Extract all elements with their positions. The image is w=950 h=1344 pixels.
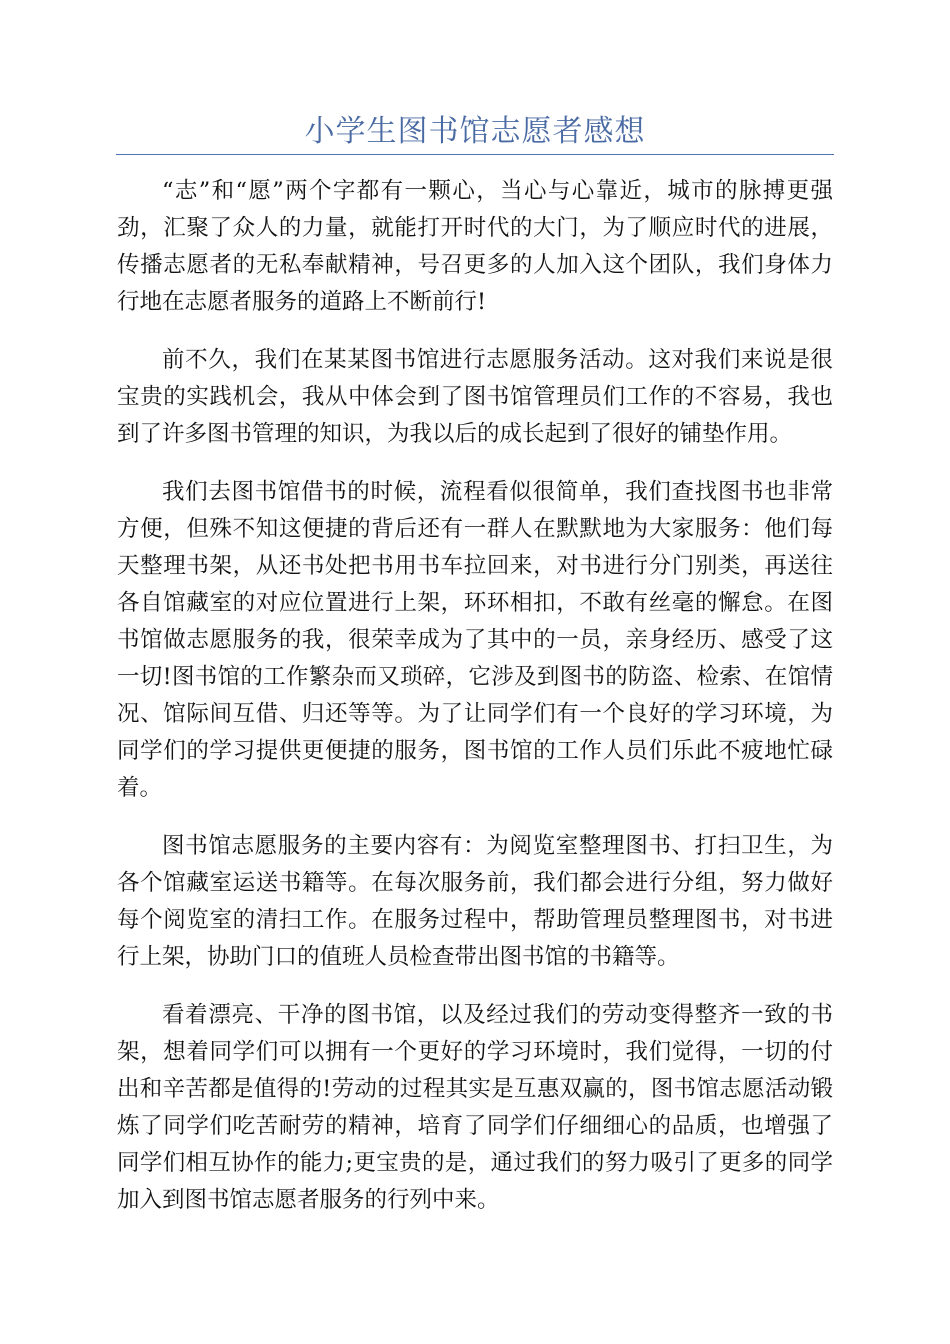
paragraph-5: 看着漂亮、干净的图书馆，以及经过我们的劳动变得整齐一致的书架，想着同学们可以拥有一个更好的学习环境时，我们觉得，一切的付出和辛苦都是值得的!劳动的过程其实是互惠双赢的，图书馆志愿活动锻炼了同学们吃苦耐劳的精神，培育了同学们仔细细心的品质，也增强了同学们相互协作的能力;更宝贵的是，通过我们的努力吸引了更多的同学加入到图书馆志愿者服务的行列中来。 [117, 1002, 833, 1213]
paragraph-1: “志”和“愿”两个字都有一颗心，当心与心靠近，城市的脉搏更强劲，汇聚了众人的力量，就能打开时代的大门，为了顺应时代的进展，传播志愿者的无私奉献精神，号召更多的人加入这个团队，我们身体力行地在志愿者服务的道路上不断前行! [117, 178, 833, 315]
document-title: 小学生图书馆志愿者感想 [304, 114, 646, 149]
paragraph-4: 图书馆志愿服务的主要内容有：为阅览室整理图书、打扫卫生，为各个馆藏室运送书籍等。在每次服务前，我们都会进行分组，努力做好每个阅览室的清扫工作。在服务过程中，帮助管理员整理图书，对书进行上架，协助门口的值班人员检查带出图书馆的书籍等。 [117, 833, 833, 970]
paragraph-3: 我们去图书馆借书的时候，流程看似很简单，我们查找图书也非常方便，但殊不知这便捷的背后还有一群人在默默地为大家服务：他们每天整理书架，从还书处把书用书车拉回来，对书进行分门别类，再送往各自馆藏室的对应位置进行上架，环环相扣，不敢有丝毫的懈怠。在图书馆做志愿服务的我，很荣幸成为了其中的一员，亲身经历、感受了这一切!图书馆的工作繁杂而又琐碎，它涉及到图书的防盗、检索、在馆情况、馆际间互借、归还等等。为了让同学们有一个良好的学习环境，为同学们的学习提供更便捷的服务，图书馆的工作人员们乐此不疲地忙碌着。 [117, 479, 833, 801]
paragraph-2: 前不久，我们在某某图书馆进行志愿服务活动。这对我们来说是很宝贵的实践机会，我从中体会到了图书馆管理员们工作的不容易，我也到了许多图书管理的知识，为我以后的成长起到了很好的铺垫作用。 [117, 347, 833, 447]
document-body [117, 173, 833, 1219]
title-underline [116, 154, 834, 155]
